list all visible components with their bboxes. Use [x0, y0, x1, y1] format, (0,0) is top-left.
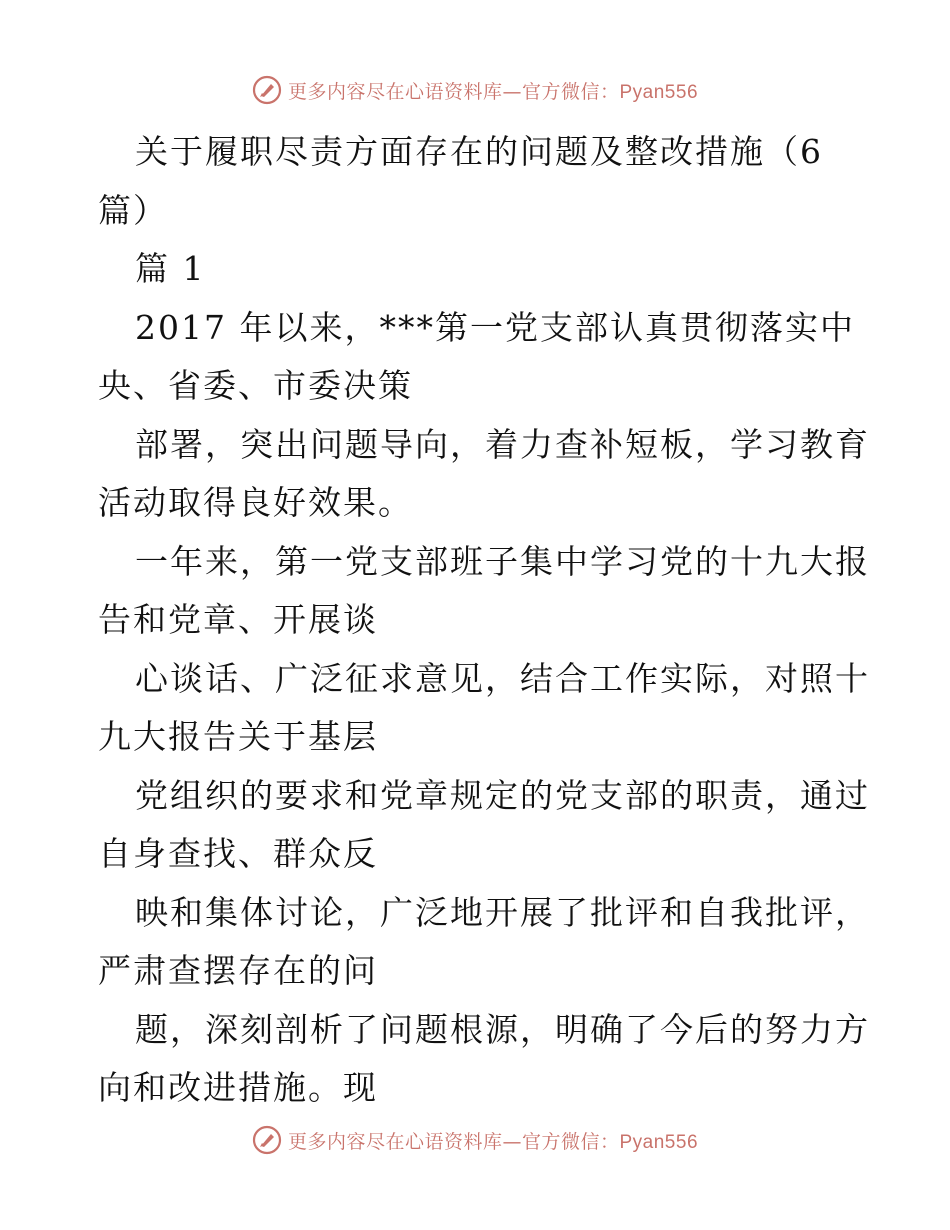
watermark-id: Pyan556: [619, 81, 699, 103]
doc-line: 关于履职尽责方面存在的问题及整改措施（6: [135, 132, 823, 171]
doc-line: 映和集体讨论，广泛地开展了批评和自我批评，: [135, 892, 870, 932]
watermark-text: 更多内容尽在心语资料库—官方微信：: [287, 1130, 620, 1153]
watermark-text: 更多内容尽在心语资料库—官方微信：: [287, 80, 620, 103]
doc-line: 篇）: [98, 190, 168, 230]
doc-line: 告和党章、开展谈: [98, 600, 378, 639]
header-watermark: [0, 70, 950, 110]
doc-line: 心谈话、广泛征求意见，结合工作实际，对照十: [135, 658, 870, 698]
doc-line: 向和改进措施。现: [98, 1068, 378, 1107]
watermark-id: Pyan556: [619, 1131, 699, 1153]
doc-line: 活动取得良好效果。: [98, 483, 413, 522]
pen-nib-logo-icon: [252, 1125, 282, 1155]
doc-line: 严肃查摆存在的问: [98, 951, 378, 990]
doc-line: 篇 1: [135, 249, 206, 288]
doc-line: 党组织的要求和党章规定的党支部的职责，通过: [135, 775, 870, 815]
document-body: [98, 123, 870, 1118]
doc-line: 自身查找、群众反: [98, 834, 378, 873]
doc-line: 部署，突出问题导向，着力查补短板，学习教育: [135, 424, 870, 464]
doc-line: 一年来，第一党支部班子集中学习党的十九大报: [135, 541, 870, 581]
footer-watermark: [0, 1120, 950, 1160]
doc-line: 央、省委、市委决策: [98, 366, 413, 405]
pen-nib-logo-icon: [252, 75, 282, 105]
doc-line: 2017 年以来，***第一党支部认真贯彻落实中: [135, 307, 855, 347]
doc-line: 题，深刻剖析了问题根源，明确了今后的努力方: [135, 1009, 870, 1049]
doc-line: 九大报告关于基层: [98, 717, 378, 756]
